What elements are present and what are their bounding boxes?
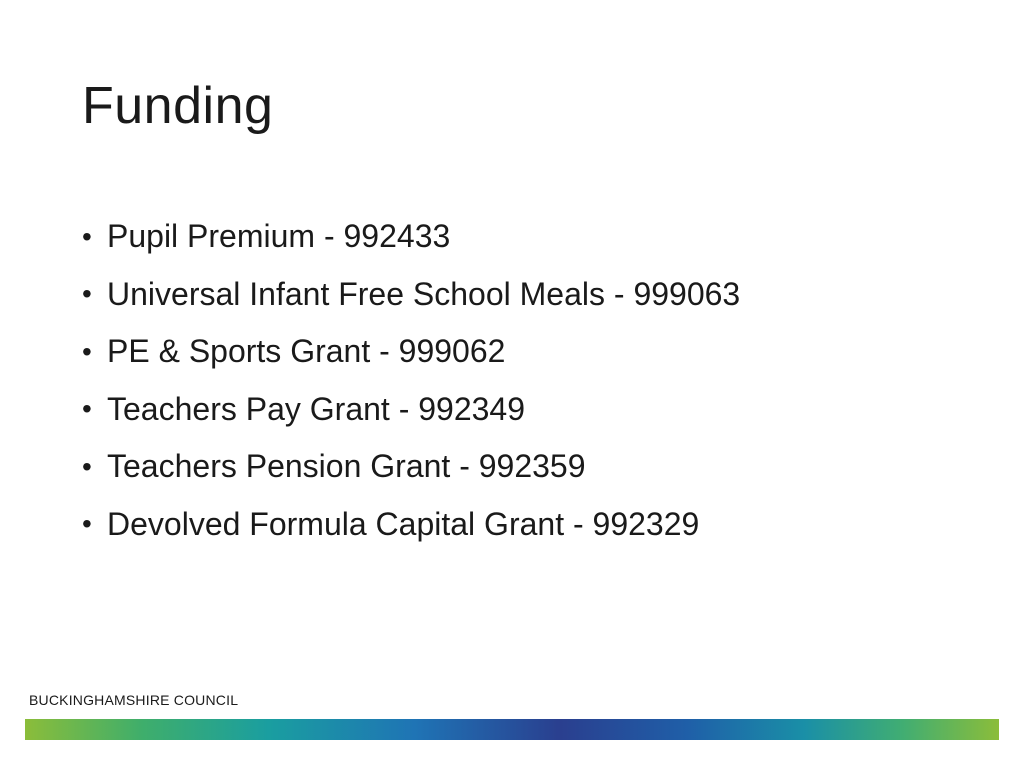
bullet-item-pe-sports-grant xyxy=(82,323,740,381)
bullet-text: Teachers Pension Grant - 992359 xyxy=(107,448,586,485)
footer-council-label: BUCKINGHAMSHIRE COUNCIL xyxy=(29,692,239,708)
bullet-item-devolved-formula-capital-grant xyxy=(82,496,740,554)
bullet-text: Universal Infant Free School Meals - 999063 xyxy=(107,275,741,312)
bullet-icon: • xyxy=(82,278,92,310)
bullet-icon: • xyxy=(82,220,92,252)
bullet-text: Teachers Pay Grant - 992349 xyxy=(107,390,526,427)
footer-gradient-bar xyxy=(25,719,999,740)
slide-title: Funding xyxy=(82,77,274,135)
bullet-icon: • xyxy=(82,508,92,540)
bullet-icon: • xyxy=(82,393,92,425)
bullet-icon: • xyxy=(82,450,92,482)
bullet-text: Devolved Formula Capital Grant - 992329 xyxy=(107,505,700,542)
bullet-text: Pupil Premium - 992433 xyxy=(107,218,451,255)
bullet-item-teachers-pay-grant xyxy=(82,381,740,439)
bullet-item-free-school-meals xyxy=(82,266,740,324)
bullet-item-teachers-pension-grant xyxy=(82,438,740,496)
bullet-item-pupil-premium xyxy=(82,208,740,266)
bullet-icon: • xyxy=(82,335,92,367)
bullet-text: PE & Sports Grant - 999062 xyxy=(107,333,506,370)
bullet-list xyxy=(82,208,740,553)
